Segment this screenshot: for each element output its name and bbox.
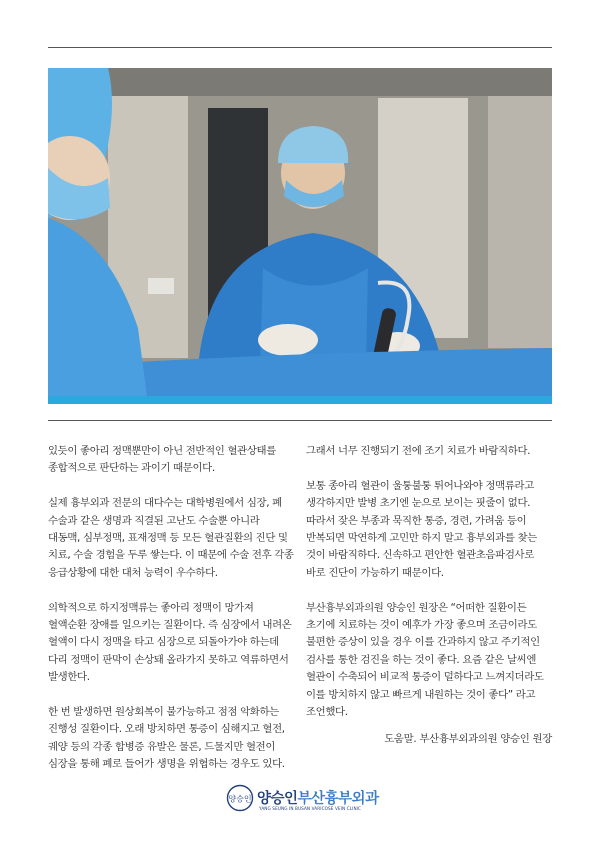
clinic-name <box>257 787 379 808</box>
article-right-column <box>306 443 552 739</box>
clinic-logo <box>226 783 386 817</box>
svg-text:양승인: 양승인 <box>228 794 252 804</box>
paragraph: 부산흉부외과의원 양승인 원장은 “어떠한 질환이든 초기에 치료하는 것이 예후가 가장 좋으며 조금이라도 불편한 증상이 있을 경우 이를 간과하지 않고 주기적인 검사를 통한 검진을 하는 것이 좋다. 요즘 같은 날씨엔 혈관이 수축되어 비교적 통증이 덜하다고 느껴지더라도 이를 방치하지 않고 빠르게 내원하는 것이 좋다” 라고 조언했다. <box>306 601 544 719</box>
surgery-illustration <box>48 68 552 404</box>
article-left-column <box>48 443 294 791</box>
paragraph: 있듯이 좋아리 정맥뿐만이 아닌 전반적인 혈관상태를 종합적으로 판단하는 과이기 때문이다. <box>48 445 276 475</box>
clinic-logo-mark-icon <box>226 784 254 812</box>
clinic-name-primary: 양승인 <box>257 791 298 807</box>
paragraph: 한 번 발생하면 원상회복이 불가능하고 점점 악화하는 진행성 질환이다. 오래 방치하면 통증이 심해지고 혈전, 궤양 등의 각종 합병증 유발은 물론, 드물지만 혈전이 심장을 통해 폐로 들어가 생명을 위협하는 경우도 있다. <box>48 706 285 771</box>
paragraph: 그래서 너무 진행되기 전에 조기 치료가 바람직하다. <box>306 445 531 457</box>
photo-accent-band <box>48 396 552 404</box>
middle-divider <box>48 420 552 421</box>
paragraph: 실제 흉부외과 전문의 대다수는 대학병원에서 심장, 폐 수술과 같은 생명과 직결된 고난도 수술뿐 아니라 대동맥, 심부정맥, 표재정맥 등 모든 혈관질환의 진단 및 치료, 수술 경험을 두루 쌓는다. 이 때문에 수술 전후 각종 응급상황에 대한 대처 능력이 우수하다. <box>48 497 294 579</box>
article-credit: 도움말. 부산흉부외과의원 양승인 원장 <box>384 733 552 745</box>
clinic-subtitle: YANG SEUNG IN BUSAN VARICOSE VEIN CLINIC <box>259 806 362 811</box>
paragraph: 보통 종아리 혈관이 울퉁불퉁 튀어나와야 정맥류라고 생각하지만 발병 초기엔 눈으로 보이는 핏줄이 없다. 따라서 잦은 부종과 묵직한 통증, 경련, 가려움 등이 반복되면 막연하게 고민만 하지 말고 흉부외과를 찾는 것이 바람직하다. 신속하고 편안한 혈관초음파검사로 바로 진단이 가능하기 때문이다. <box>306 479 537 579</box>
surgery-photo <box>48 68 552 404</box>
top-divider <box>48 47 552 48</box>
clinic-name-secondary: 부산흉부외과 <box>297 791 379 807</box>
paragraph: 의학적으로 하지정맥류는 좋아리 정맥이 망가져 혈액순환 장애를 일으키는 질환이다. 즉 심장에서 내려온 혈액이 다시 정맥을 타고 심장으로 되돌아가야 하는데 다리 정맥이 판막이 손상돼 올라가지 못하고 역류하면서 발생한다. <box>48 601 292 684</box>
